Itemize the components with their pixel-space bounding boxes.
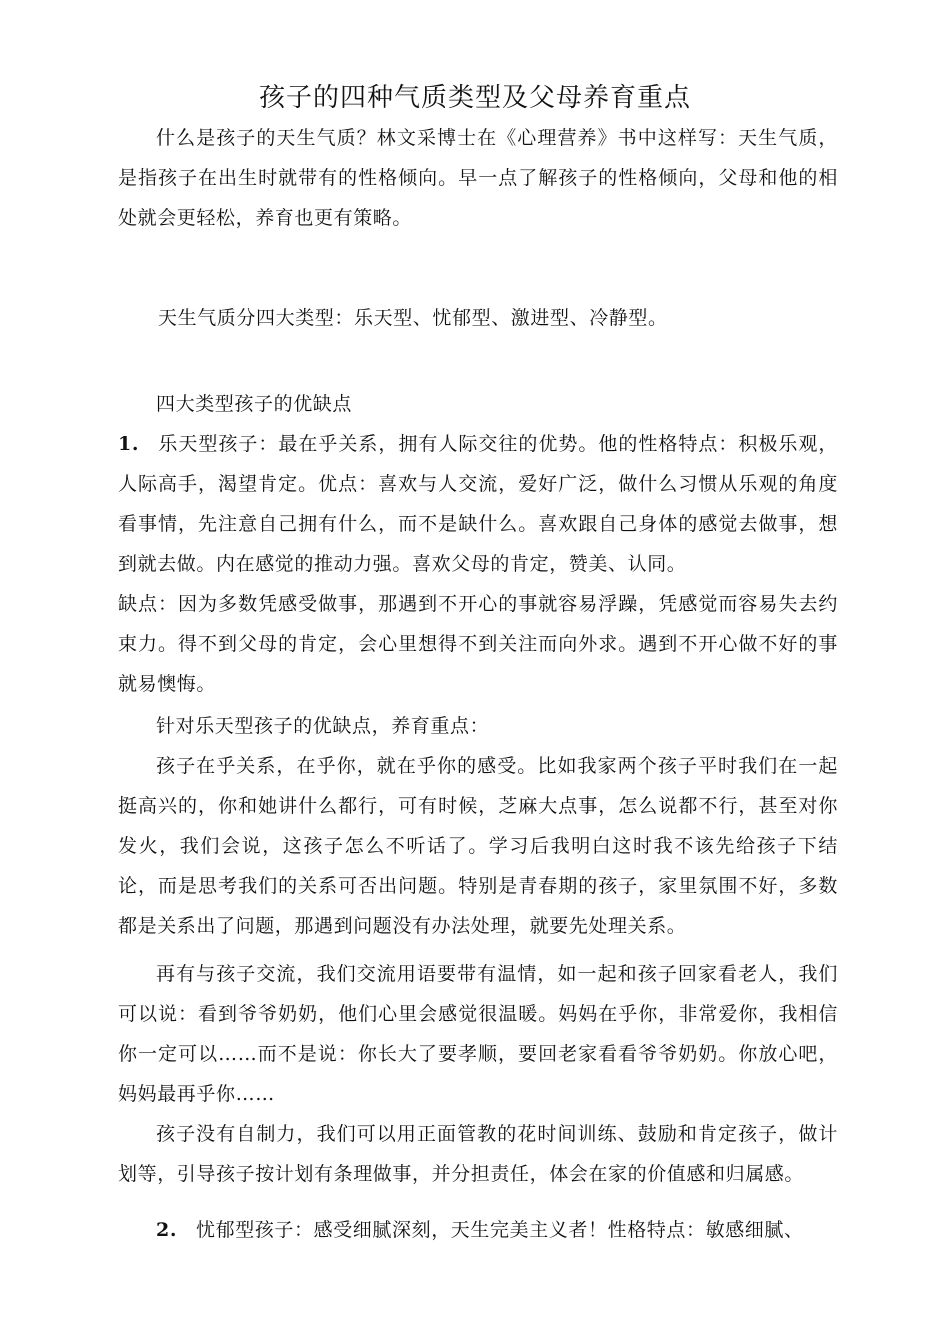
item-2-paragraph <box>118 1210 838 1250</box>
item-1-text: 乐天型孩子：最在乎关系，拥有人际交往的优势。他的性格特点：积极乐观，人际高手，渴望肯定。优点：喜欢与人交流，爱好广泛，做什么习惯从乐观的角度看事情，先注意自己拥有什么，而不是缺什么。喜欢跟自己身体的感觉去做事，想到就去做。内在感觉的推动力强。喜欢父母的肯定，赞美、认同。 <box>118 433 838 575</box>
types-line: 天生气质分四大类型：乐天型、忧郁型、激进型、冷静型。 <box>158 307 668 329</box>
item-1-parenting-heading: 针对乐天型孩子的优缺点，养育重点： <box>156 715 490 737</box>
item-1-paragraph <box>118 424 838 584</box>
item-1-parenting-paragraph-2: 再有与孩子交流，我们交流用语要带有温情，如一起和孩子回家看老人，我们可以说：看到爷爷奶奶，他们心里会感觉很温暖。妈妈在乎你，非常爱你，我相信你一定可以……而不是说：你长大了要孝顺，要回老家看看爷爷奶奶。你放心吧，妈妈最再乎你…… <box>118 963 838 1105</box>
item-1-cons: 缺点：因为多数凭感受做事，那遇到不开心的事就容易浮躁，凭感觉而容易失去约束力。得不到父母的肯定，会心里想得不到关注而向外求。遇到不开心做不好的事就易懊悔。 <box>118 593 838 695</box>
document-title: 孩子的四种气质类型及父母养育重点 <box>258 83 691 113</box>
item-1-parenting-paragraph-3: 孩子没有自制力，我们可以用正面管教的花时间训练、鼓励和肯定孩子，做计划等，引导孩子按计划有条理做事，并分担责任，体会在家的价值感和归属感。 <box>118 1123 838 1185</box>
intro-paragraph: 什么是孩子的天生气质？林文采博士在《心理营养》书中这样写：天生气质，是指孩子在出生时就带有的性格倾向。早一点了解孩子的性格倾向，父母和他的相处就会更轻松，养育也更有策略。 <box>118 127 838 229</box>
item-2-number: 2. <box>156 1219 178 1241</box>
item-1-parenting-paragraph-1: 孩子在乎关系，在乎你，就在乎你的感受。比如我家两个孩子平时我们在一起挺高兴的，你和她讲什么都行，可有时候，芝麻大点事，怎么说都不行，甚至对你发火，我们会说，这孩子怎么不听话了。学习后我明白这时我不该先给孩子下结论，而是思考我们的关系可否出问题。特别是青春期的孩子，家里氛围不好，多数都是关系出了问题，那遇到问题没有办法处理，就要先处理关系。 <box>118 755 838 937</box>
section-heading: 四大类型孩子的优缺点 <box>156 393 353 415</box>
item-2-text: 忧郁型孩子：感受细腻深刻，天生完美主义者！性格特点：敏感细腻、 <box>196 1219 804 1241</box>
item-1-number: 1. <box>118 433 140 455</box>
